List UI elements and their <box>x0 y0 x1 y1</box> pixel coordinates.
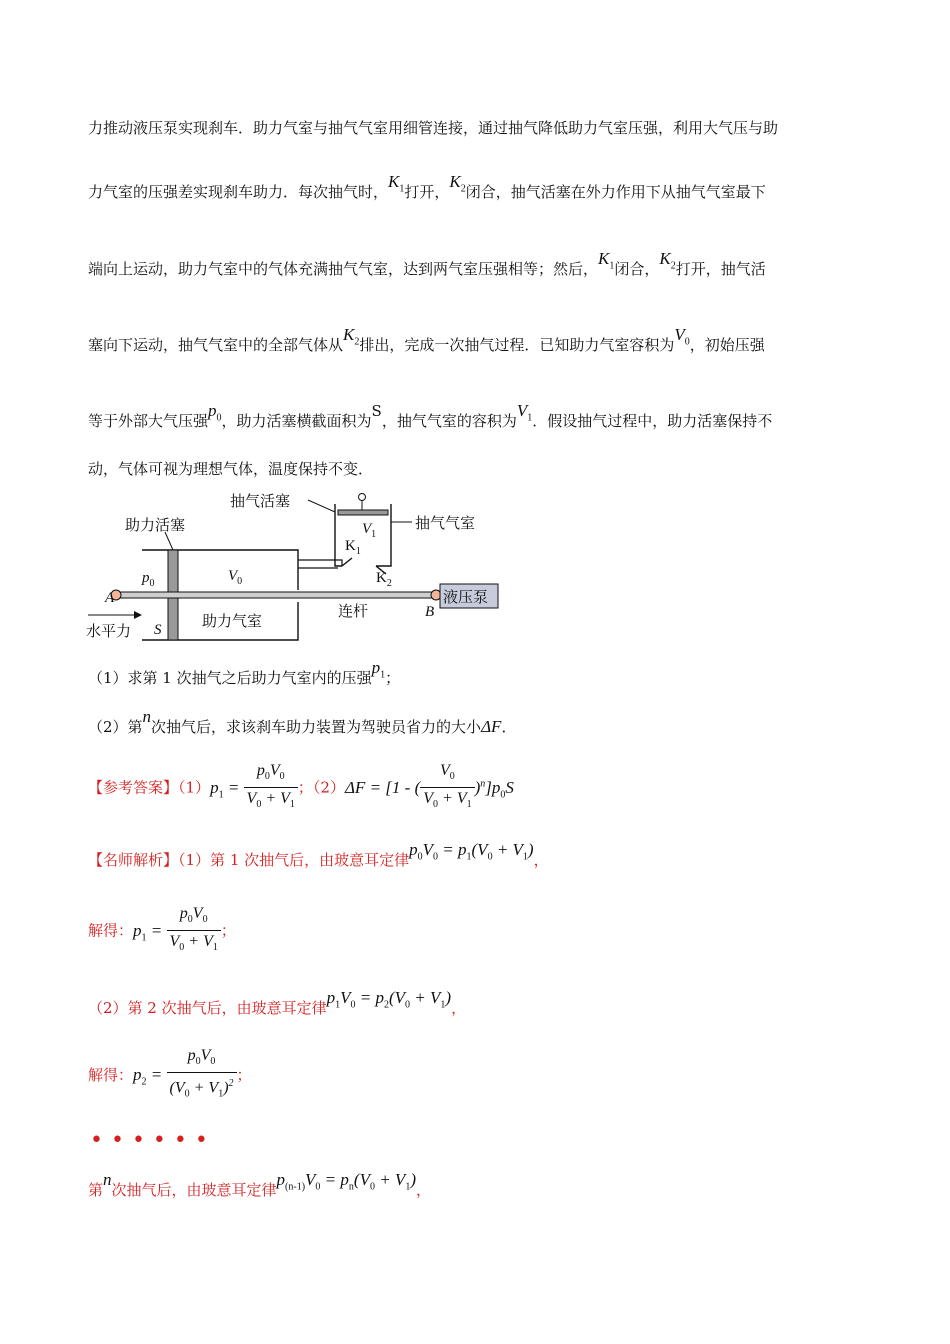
symbol-K1: $K_1$ <box>598 249 615 272</box>
formula-boyle-1: $p_0V_0 = p_1(V_0 + V_1)$ <box>409 840 534 863</box>
brake-booster-diagram <box>80 488 520 648</box>
label-boost-chamber: 助力气室 <box>202 614 263 630</box>
label-V0: $V_0$ <box>228 568 243 587</box>
question-1: （1）求第 1 次抽气之后助力气室内的压强$p_1$； <box>88 658 401 687</box>
valve-K1 <box>342 558 352 566</box>
pump-handle <box>359 494 366 501</box>
symbol-p0: $p_0$ <box>208 401 222 424</box>
problem-line-1: 力推动液压泵实现刹车．助力气室与抽气气室用细管连接，通过抽气降低助力气室压强，利用大气压与助 <box>88 119 779 137</box>
label-p0: $p_0$ <box>142 570 155 589</box>
leader-line <box>308 500 335 512</box>
problem-line-4: 塞向下运动，抽气气室中的全部气体从$K_2$排出，完成一次抽气过程．已知助力气室容积为$V_0$，初始压强 <box>88 325 765 354</box>
label-pump-piston: 抽气活塞 <box>230 494 291 510</box>
symbol-p1: $p_1$ <box>371 658 386 681</box>
formula-p1: $p_1$ = $\frac{p_0V_0}{V_0 + V_1}$ <box>210 778 298 797</box>
label-boost-piston: 助力活塞 <box>125 518 186 534</box>
label-force: 水平力 <box>86 624 132 640</box>
symbol-V1: $V_1$ <box>516 401 533 424</box>
symbol-S: S <box>371 402 382 420</box>
label-pump-chamber: 抽气气室 <box>415 516 476 532</box>
label-B: B <box>425 604 435 620</box>
symbol-K1: $K_1$ <box>388 172 405 195</box>
analysis-step-n: 第n次抽气后，由玻意耳定律$p_{(n-1)}V_0 = p_n(V_0 + V_1)$， <box>88 1170 431 1199</box>
symbol-K2: $K_2$ <box>449 172 466 195</box>
arrow-head-icon <box>134 611 142 619</box>
pump-piston-plate <box>338 510 388 515</box>
formula-delta-F: ΔF = [1 - ( $\frac{V_0}{V_0 + V_1}$ )$^n]p_0S$ <box>344 762 514 811</box>
ellipsis-dots: •••••• <box>90 1128 216 1153</box>
symbol-n: n <box>142 707 152 726</box>
leader-line <box>165 532 173 550</box>
reference-answer: 【参考答案】$(1)p_1$ = $\frac{p_0V_0}{V_0 + V_1}$ ；（2）ΔF = [1 - ( $\frac{V_0}{V_0 + V_1}$ )$^n]p_0S$ <box>88 762 514 811</box>
problem-line-5: 等于外部大气压强$p_0$，助力活塞横截面积为S，抽气气室的容积为$V_1$．假设抽气过程中，助力活塞保持不 <box>88 401 773 430</box>
symbol-n: n <box>103 1170 112 1189</box>
formula-boyle-2: $p_1V_0 = p_2(V_0 + V_1)$ <box>326 988 452 1011</box>
formula-boyle-n: $p_{(n-1)}V_0 = p_n(V_0 + V_1)$ <box>276 1170 416 1193</box>
label-K2: $K_2$ <box>376 570 392 589</box>
symbol-K2: $K_2$ <box>659 249 676 272</box>
label-A: A <box>105 590 115 606</box>
symbol-V0: $V_0$ <box>674 325 690 348</box>
formula-p1-result: $p_1$ = $\frac{p_0V_0}{V_0 + V_1}$ <box>133 921 221 940</box>
problem-line-2: 力气室的压强差实现刹车助力．每次抽气时，$K_1$打开，$K_2$闭合，抽气活塞在外力作用下从抽气气室最下 <box>88 172 766 201</box>
formula-p2-result: $p_2$ = $\frac{p_0V_0}{(V_0 + V_1)^2}$ <box>133 1065 237 1084</box>
connecting-rod <box>116 592 436 598</box>
symbol-delta-F: ΔF <box>481 717 502 736</box>
boost-chamber-top <box>142 550 298 590</box>
label-S: S <box>154 622 162 638</box>
label-K1: $K_1$ <box>345 538 361 557</box>
symbol-K2: $K_2$ <box>343 325 360 348</box>
label-V1: $V_1$ <box>362 521 377 540</box>
problem-line-3: 端向上运动，助力气室中的气体充满抽气气室，达到两气室压强相等；然后，$K_1$闭合，$K_2$打开，抽气活 <box>88 249 766 278</box>
analysis-step-2: （2）第 2 次抽气后，由玻意耳定律$p_1V_0 = p_2(V_0 + V_1)$， <box>88 988 467 1017</box>
question-2: （2）第n次抽气后，求该刹车助力装置为驾驶员省力的大小ΔF． <box>88 707 517 736</box>
label-rod: 连杆 <box>338 604 369 620</box>
problem-line-6: 动，气体可视为理想气体，温度保持不变． <box>88 460 374 478</box>
analysis-solve-2: 解得：$p_2$ = $\frac{p_0V_0}{(V_0 + V_1)^2}$ ； <box>88 1047 252 1100</box>
label-hydraulic-pump: 液压泵 <box>443 590 489 606</box>
analysis-solve-1: 解得：$p_1$ = $\frac{p_0V_0}{V_0 + V_1}$ ； <box>88 905 236 954</box>
analysis-step-1: 【名师解析】（1）第 1 次抽气后，由玻意耳定律$p_0V_0 = p_1(V_0 + V_1)$， <box>88 840 549 869</box>
